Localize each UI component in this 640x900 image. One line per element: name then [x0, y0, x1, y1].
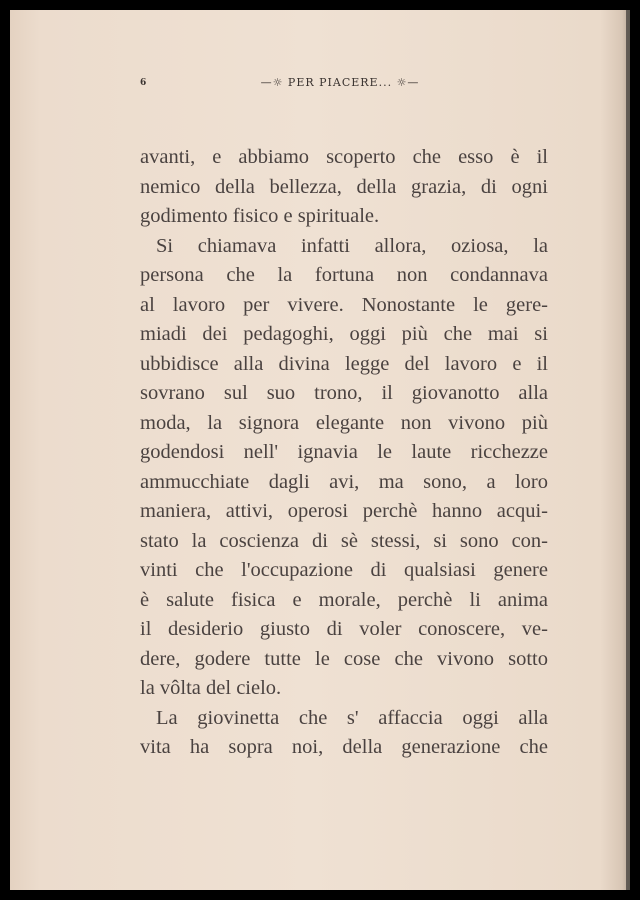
running-title: —☼ PER PIACERE... ☼—	[260, 76, 420, 89]
page-body-text	[140, 143, 548, 763]
text-line: godimento fisico e spirituale.	[140, 205, 380, 227]
text-line: la vôlta del cielo.	[140, 677, 282, 699]
text-line: Si chiamava infatti allora, oziosa, la	[156, 234, 548, 257]
text-line: vinti che l'occupazione di qualsiasi genere	[140, 559, 548, 581]
text-line: moda, la signora elegante non vivono più	[140, 411, 548, 434]
text-line: al lavoro per vivere. Nonostante le gere-	[140, 293, 548, 316]
text-line: il desiderio giusto di voler conoscere, ve-	[140, 618, 548, 640]
text-line: persona che la fortuna non condannava	[140, 264, 548, 286]
text-line: miadi dei pedagoghi, oggi più che mai si	[140, 323, 548, 345]
text-line: dere, godere tutte le cose che vivono sotto	[140, 647, 548, 670]
text-line: maniera, attivi, operosi perchè hanno acqui-	[140, 500, 548, 522]
text-line: avanti, e abbiamo scoperto che esso è il	[140, 146, 548, 168]
text-line: ubbidisce alla divina legge del lavoro e il	[140, 352, 548, 375]
page-number: 6	[140, 78, 147, 88]
text-line: sovrano sul suo trono, il giovanotto alla	[140, 382, 548, 404]
text-line: vita ha sopra noi, della generazione che	[140, 736, 548, 758]
page-header	[130, 76, 550, 96]
text-line: è salute fisica e morale, perchè li anima	[140, 588, 548, 611]
text-line: godendosi nell' ignavia le laute ricchezze	[140, 441, 548, 463]
text-line: La giovinetta che s' affaccia oggi alla	[156, 706, 548, 729]
text-line: nemico della bellezza, della grazia, di ogni	[140, 175, 548, 198]
page-edge	[626, 10, 630, 890]
text-line: stato la coscienza di sè stessi, si sono con-	[140, 529, 548, 552]
book-page	[10, 10, 630, 890]
text-line: ammucchiate dagli avi, ma sono, a loro	[140, 470, 548, 493]
